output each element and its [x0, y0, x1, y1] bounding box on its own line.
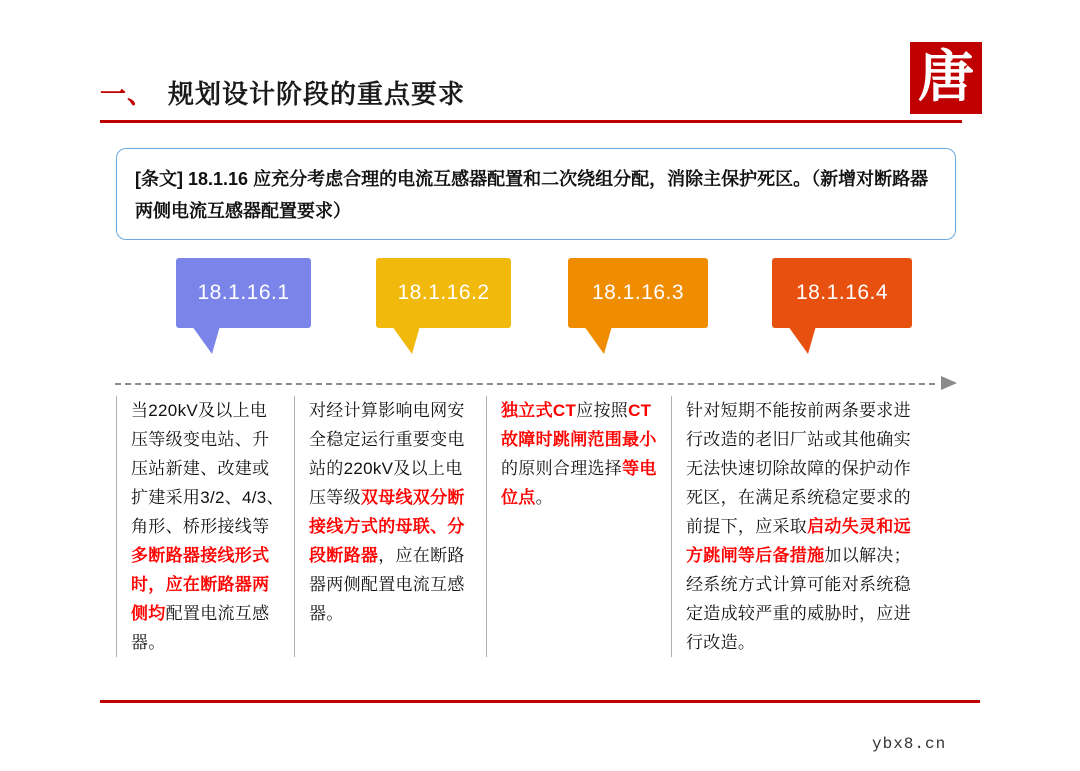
- timeline-arrow: [115, 378, 957, 390]
- clause-quote-body: 18.1.16 应充分考虑合理的电流互感器配置和二次绕组分配，消除主保护死区。（新增对断路器两侧电流互感器配置要求）: [135, 169, 929, 221]
- callout-tail-icon: [788, 326, 816, 354]
- clause-column-2: [294, 396, 486, 657]
- page-title: [100, 74, 890, 121]
- callout-bubble-4: [772, 258, 912, 328]
- clause-column-1: [116, 396, 294, 657]
- callout-tail-icon: [584, 326, 612, 354]
- clause-column-2-part-1: 对经计算影响电网安全稳定运行重要变电站的220kV及以上电压等级: [309, 401, 465, 507]
- page-title-index: 一、: [100, 79, 155, 109]
- callout-tail-icon: [392, 326, 420, 354]
- clause-column-3-part-2: 应按照: [576, 401, 629, 420]
- header-divider: [100, 120, 962, 123]
- clause-quote-prefix: [条文]: [135, 169, 183, 189]
- company-logo: 唐: [910, 42, 982, 114]
- clause-column-3-part-5: 等电位点: [501, 459, 657, 507]
- watermark: ybx8.cn: [872, 735, 947, 753]
- callout-tail-icon: [192, 326, 220, 354]
- clause-column-4-part-2: 启动失灵和远方跳闸等后备措施: [686, 517, 911, 565]
- timeline-dashed-line: [115, 383, 935, 385]
- clause-column-3-part-3: CT故障时跳闸范围最小: [501, 401, 657, 449]
- clause-column-1-part-2: 多断路器接线形式时，应在断路器两侧均: [131, 546, 270, 623]
- clause-column-1-part-3: 配置电流互感器。: [131, 604, 270, 652]
- callout-bubble-1-label: 18.1.16.1: [197, 281, 290, 304]
- callout-bubble-3-label: 18.1.16.3: [591, 281, 685, 304]
- callout-bubble-1: [176, 258, 311, 328]
- footer-divider: [100, 700, 980, 703]
- clause-columns: [116, 396, 961, 657]
- clause-column-4: [671, 396, 921, 657]
- clause-column-1-part-1: 当220kV及以上电压等级变电站、升压站新建、改建或扩建采用3/2、4/3、角形、桥形接线等: [131, 401, 284, 536]
- slide-header: [100, 74, 890, 121]
- callout-bubble-group: [0, 258, 1080, 373]
- clause-column-4-part-3: 加以解决；经系统方式计算可能对系统稳定造成较严重的威胁时，应进行改造。: [686, 546, 911, 652]
- clause-quote-box: [116, 148, 956, 240]
- clause-column-3-part-6: 。: [535, 488, 553, 507]
- callout-bubble-2-label: 18.1.16.2: [397, 281, 490, 304]
- clause-column-2-part-3: ，应在断路器两侧配置电流互感器。: [309, 546, 465, 623]
- page-title-label: 规划设计阶段的重点要求: [168, 79, 466, 109]
- callout-bubble-2: [376, 258, 511, 328]
- clause-column-3: [486, 396, 671, 657]
- callout-bubble-3: [568, 258, 708, 328]
- clause-column-3-part-1: 独立式CT: [501, 401, 577, 420]
- clause-column-4-part-1: 针对短期不能按前两条要求进行改造的老旧厂站或其他确实无法快速切除故障的保护动作死区，在满足系统稳定要求的前提下，应采取: [686, 401, 911, 536]
- arrow-right-icon: [941, 376, 957, 390]
- clause-column-3-part-4: 的原则合理选择: [501, 459, 623, 478]
- clause-quote-text: [135, 163, 937, 227]
- clause-column-2-part-2: 双母线双分断接线方式的母联、分段断路器: [309, 488, 465, 565]
- callout-bubble-4-label: 18.1.16.4: [795, 281, 889, 304]
